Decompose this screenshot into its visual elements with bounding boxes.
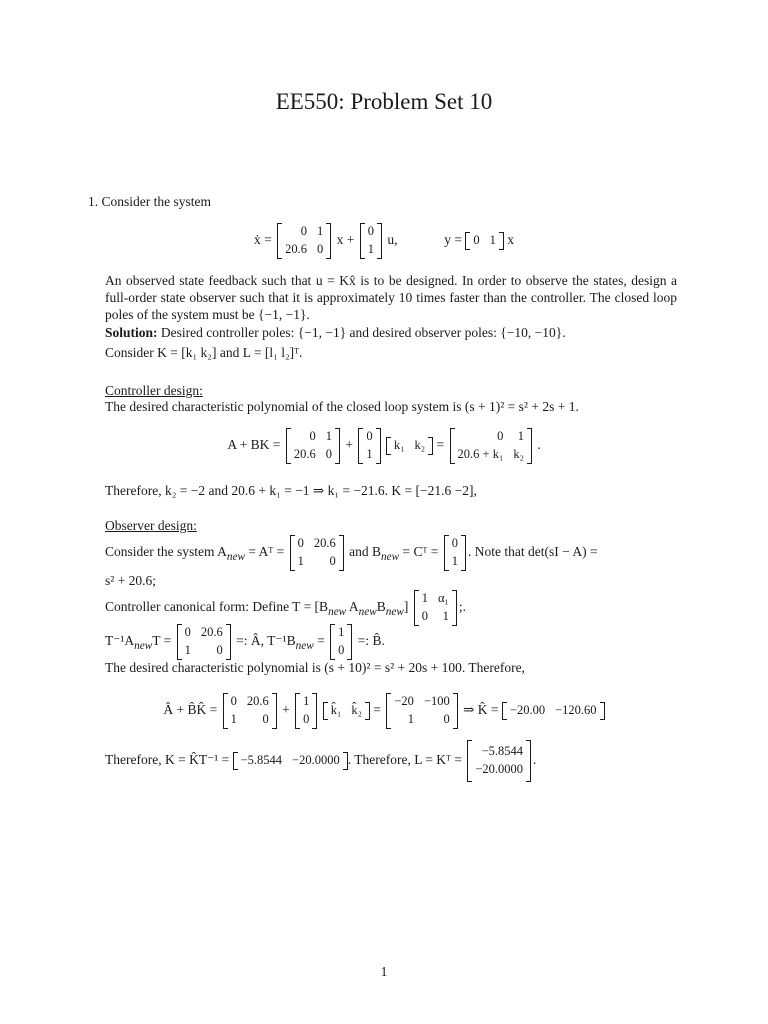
intro-text: Consider the system	[101, 194, 211, 209]
solution-text: Desired controller poles: {−1, −1} and desired observer poles: {−10, −10}.	[160, 325, 566, 340]
eq3-result-matrix: −20 −100 1 0	[386, 693, 457, 729]
eq3-matrix-A: 0 20.6 1 0	[223, 693, 277, 729]
state-equation	[0, 223, 768, 259]
vector-B: 0 1	[360, 223, 382, 259]
observer-poly-line: The desired characteristic polynomial is (s + 10)² = s² + 20s + 100. Therefore,	[105, 660, 525, 675]
eq2-plus: +	[345, 437, 353, 453]
eq1-lhs: ẋ =	[254, 232, 272, 248]
eq3-vector-K: k̂₁ k̂₂	[323, 702, 370, 720]
observer-system-line: Consider the system $A_{new}$ = Aᵀ = 0 20.6 1 0 and $B_{new}$ = Cᵀ = 0 1 . Note that det(sI − A) =	[105, 535, 685, 571]
eq2-tail: .	[537, 437, 541, 453]
eq2-vector-B: 0 1	[358, 428, 380, 464]
canonical-form-line: Controller canonical form: Define $T = [B_{new}$ $A_{new}B_{new}$] 1 α₁ 0 1 ;.	[105, 590, 677, 626]
eq1-mid: x +	[336, 232, 355, 248]
solution-label: Solution:	[105, 325, 158, 340]
Khat-result: −20.00 −120.60	[502, 702, 605, 720]
matrix-Anew: 0 20.6 1 0	[290, 535, 344, 571]
consider-K-line: Consider K = [k₁ k₂] and L = [l₁ l₂]ᵀ.	[105, 345, 303, 360]
final-result-line: Therefore, K = K̂T⁻¹ = −5.8544 −20.0000 . Therefore, L = Kᵀ = −5.8544 −20.0000 .	[105, 740, 677, 782]
K-final: −5.8544 −20.0000	[233, 752, 348, 770]
page-number: 1	[380, 964, 388, 979]
transform-line: $T^{-1}A_{new}T$ = 0 20.6 1 0 =: Â, $T^{-1}B_{new}$ = 1 0 =: B̂.	[105, 624, 677, 660]
eq2-result-matrix: 0 1 20.6 + k₁ k₂	[450, 428, 532, 464]
matrix-A: 0 1 20.6 0	[277, 223, 331, 259]
eq2-equals: =	[436, 437, 445, 453]
observer-heading: Observer design:	[105, 518, 197, 533]
closed-loop-equation	[0, 428, 768, 464]
observer-poly: s² + 20.6;	[105, 573, 157, 588]
observer-gain-equation: Â + B̂K̂ = 0 20.6 1 0 + 1 0 k̂₁ k̂₂ = −20 −100 1 0 ⇒ K̂ = −20.00 −120.60	[0, 693, 768, 729]
Bhat-vector: 1 0	[330, 624, 352, 660]
Ahat-matrix: 0 20.6 1 0	[177, 624, 231, 660]
eq2-vector-K: k₁ k₂	[386, 437, 433, 455]
eq3-vector-B: 1 0	[295, 693, 317, 729]
controller-text: The desired characteristic polynomial of the closed loop system is (s + 1)² = s² + 2s + 1.	[105, 399, 579, 414]
page-title: EE550: Problem Set 10	[275, 89, 493, 114]
output-tail: x	[507, 232, 514, 248]
canon-matrix: 1 α₁ 0 1	[414, 590, 457, 626]
eq1-tail: u,	[387, 232, 398, 248]
controller-result: Therefore, k₂ = −2 and 20.6 + k₁ = −1 ⇒ k₁ = −21.6. K = [−21.6 −2],	[105, 483, 477, 498]
vector-C: 0 1	[465, 232, 504, 250]
problem-intro	[88, 194, 660, 211]
problem-number: 1.	[88, 194, 99, 209]
problem-statement: An observed state feedback such that u = Kx̂ is to be designed. In order to observe the states, design a full-order state observer such that it is approximately 10 times faster than the controller. The closed loop poles of the system must be {−1, −1}.	[105, 273, 677, 322]
eq2-lhs: A + BK =	[227, 437, 281, 453]
vector-Bnew: 0 1	[444, 535, 466, 571]
L-final: −5.8544 −20.0000	[467, 740, 531, 782]
solution-line	[105, 325, 677, 342]
controller-heading: Controller design:	[105, 383, 203, 398]
output-lhs: y =	[444, 232, 462, 248]
eq2-matrix-A: 0 1 20.6 0	[286, 428, 340, 464]
